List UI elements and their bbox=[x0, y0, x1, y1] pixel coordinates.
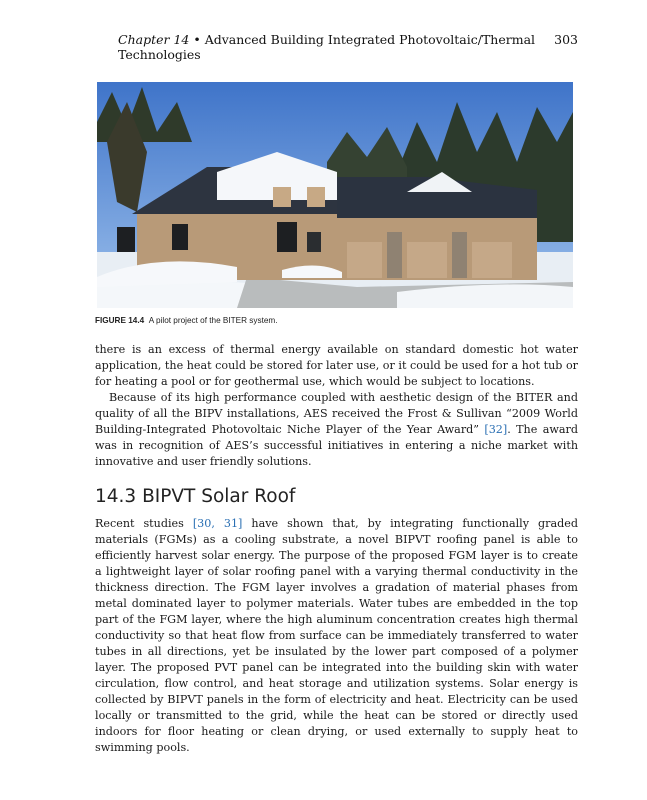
paragraph-2 bbox=[95, 390, 578, 470]
header-separator: • bbox=[189, 32, 205, 47]
chapter-label: Chapter 14 bbox=[118, 32, 190, 47]
figure-caption-text: A pilot project of the BITER system. bbox=[148, 316, 278, 325]
paragraph-3-text-b: have shown that, by integrating functionally graded materials (FGMs) as a cooling substrate, a novel BIPVT roofing panel is able to efficiently harvest solar energy. The purpose of the proposed FGM layer is to create a lightweight layer of solar roofing panel with a varying thermal conductivity in the thickness direction. The FGM layer involves a gradation of material phases from metal dominated layer to polymer materials. Water tubes are embedded in the top part of the FGM layer, where the high aluminum concentration creates high thermal conductivity so that heat flow from surface can be immediately transferred to water tubes in all directions, yet be insulated by the lower part composed of a polymer layer. The proposed PVT panel can be integrated into the building skin with water circulation, flow control, and heat storage and utilization systems. Solar energy is collected by BIPVT panels in the form of electricity and heat. Electricity can be used locally or transmitted to the grid, while the heat can be stored or directly used indoors for floor heating or clean drying, or used externally to supply heat to swimming pools. bbox=[95, 517, 578, 754]
house-illustration bbox=[97, 82, 573, 308]
paragraph-2-text-b: . The award was in recognition of AES’s successful initiatives in entering a niche market with innovative and user friendly solutions. bbox=[95, 423, 578, 468]
paragraph-1: there is an excess of thermal energy available on standard domestic hot water application, the heat could be stored for later use, or it could be used for a hot tub or for heating a pool or for geothermal use, which would be subject to locations. bbox=[95, 343, 578, 388]
paragraph-3-text-a: Recent studies bbox=[95, 517, 193, 530]
page-number: 303 bbox=[554, 32, 578, 47]
figure-label: FIGURE 14.4 bbox=[95, 316, 145, 325]
paragraph-2-text-a: Because of its high performance coupled with aesthetic design of the BITER and quality of all the BIPV installations, AES received the Frost & Sullivan “2009 World Building-Integrated Photovoltaic Niche Player of the Year Award” bbox=[95, 391, 578, 436]
figure-caption bbox=[95, 316, 278, 325]
section-heading: 14.3 BIPVT Solar Roof bbox=[95, 486, 296, 507]
running-header bbox=[118, 32, 578, 62]
paragraph-3 bbox=[95, 516, 578, 756]
citation-link[interactable]: [32] bbox=[484, 423, 508, 436]
chapter-title: Advanced Building Integrated Photovoltaic/Thermal Technologies bbox=[118, 32, 536, 62]
house-photo bbox=[97, 82, 573, 308]
citation-link[interactable]: [30, 31] bbox=[192, 517, 243, 530]
